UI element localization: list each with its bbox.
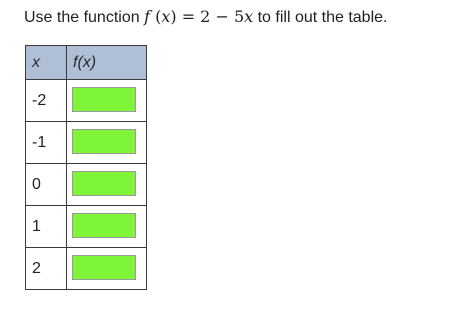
function-rule-variable: x — [244, 7, 254, 26]
table-row — [26, 80, 147, 122]
prompt-text-after: to fill out the table. — [253, 9, 388, 26]
fx-cell — [67, 206, 147, 248]
question-prompt — [24, 7, 387, 28]
function-variable: x — [161, 7, 171, 26]
x-value: -1 — [26, 122, 67, 164]
answer-input[interactable] — [72, 213, 136, 238]
table-row — [26, 122, 147, 164]
x-value: 1 — [26, 206, 67, 248]
fx-cell — [67, 122, 147, 164]
fx-cell — [67, 80, 147, 122]
fx-cell — [67, 248, 147, 290]
table-row — [26, 248, 147, 290]
answer-input[interactable] — [72, 255, 136, 280]
table-row — [26, 206, 147, 248]
answer-input[interactable] — [72, 171, 136, 196]
header-x: x — [26, 46, 67, 80]
fx-cell — [67, 164, 147, 206]
answer-input[interactable] — [72, 129, 136, 154]
function-name: f — [144, 7, 150, 26]
header-fx: f(x) — [67, 46, 147, 80]
function-expression — [144, 7, 253, 26]
function-table — [25, 45, 147, 290]
prompt-text-before: Use the function — [24, 9, 145, 26]
table-row — [26, 164, 147, 206]
answer-input[interactable] — [72, 87, 136, 112]
x-value: -2 — [26, 80, 67, 122]
table-header-row — [26, 46, 147, 80]
function-rule: ) = 2 − 5 — [170, 7, 245, 26]
function-open-paren: ( — [150, 7, 162, 26]
x-value: 2 — [26, 248, 67, 290]
x-value: 0 — [26, 164, 67, 206]
